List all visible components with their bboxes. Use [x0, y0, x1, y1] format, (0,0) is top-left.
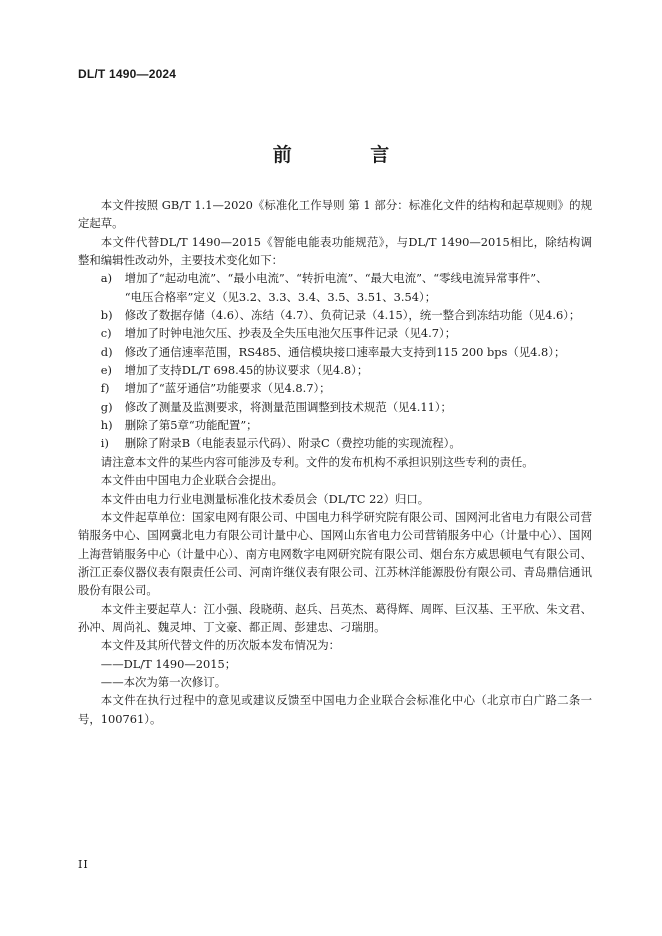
list-item-text: 删除了第5章“功能配置”；: [124, 418, 258, 433]
list-item-label: g): [100, 399, 113, 414]
paragraph-replacement: 本文件代替DL/T 1490—2015《智能电能表功能规范》，与DL/T 1490—2015相比，除结构调整和编辑性改动外，主要技术变化如下：: [78, 234, 592, 268]
list-item-text: 增加了时钟电池欠压、抄表及全失压电池欠压事件记录（见4.7）；: [124, 326, 457, 341]
standard-code-header: DL/T 1490—2024: [78, 67, 177, 81]
paragraph-drafters: 本文件主要起草人：江小强、段晓萌、赵兵、吕英杰、葛得辉、周晖、巨汉基、王平欣、朱文君、孙冲、周尚礼、魏灵坤、丁文豪、都正周、彭建忠、刁瑞朋。: [78, 601, 592, 634]
list-item: [78, 324, 592, 342]
list-item: [78, 434, 592, 452]
list-item: [78, 306, 592, 324]
list-item-label: d): [100, 344, 113, 359]
list-item: [78, 416, 592, 434]
paragraph-patent-notice: 请注意本文件的某些内容可能涉及专利。文件的发布机构不承担识别这些专利的责任。: [100, 454, 534, 469]
list-item: [78, 269, 592, 287]
list-item-text: 修改了通信速率范围，RS485、通信模块接口速率最大支持到115 200 bps（见4.8）；: [124, 344, 566, 359]
paragraph-feedback: 本文件在执行过程中的意见或建议反馈至中国电力企业联合会标准化中心（北京市白广路二条一号，100761）。: [78, 693, 592, 726]
list-item-text: 增加了“起动电流”、“最小电流”、“转折电流”、“最大电流”、“零线电流异常事件”、: [124, 271, 548, 286]
list-item-label: c): [100, 326, 112, 341]
page-number: II: [78, 858, 89, 871]
list-item-label: f): [100, 381, 110, 396]
list-item-label: b): [100, 308, 113, 323]
list-item-label: e): [100, 363, 112, 378]
list-item-continuation: “电压合格率”定义（见3.2、3.3、3.4、3.5、3.51、3.54）；: [124, 289, 437, 304]
paragraph-drafting-units: 本文件起草单位：国家电网有限公司、中国电力科学研究院有限公司、国网河北省电力有限公司营销服务中心、国网冀北电力有限公司计量中心、国网山东省电力公司营销服务中心（计量中心）、国网上海营销服务中心（计量中心）、南方电网数字电网研究院有限公司、烟台东方威思顿电气有限公司、浙江正泰仪器仪表有限责任公司、河南许继仪表有限公司、江苏林洋能源股份有限公司、青岛鼎信通讯股份有限公司。: [78, 509, 592, 598]
paragraph-proposer: 本文件由中国电力企业联合会提出。: [100, 473, 284, 488]
list-item: [78, 343, 592, 361]
foreword-body: [78, 196, 592, 728]
list-item-text: 修改了测量及监测要求，将测量范围调整到技术规范（见4.11）；: [124, 399, 452, 414]
list-item-label: h): [100, 418, 113, 433]
list-item-text: 修改了数据存储（4.6）、冻结（4.7）、负荷记录（4.15），统一整合到冻结功能（见4.6）；: [124, 308, 581, 323]
history-item-current: ——本次为第一次修订。: [100, 674, 227, 689]
list-item: [78, 361, 592, 379]
list-item-text: 增加了“蓝牙通信”功能要求（见4.8.7）；: [124, 381, 331, 396]
list-item-text: 删除了附录B（电能表显示代码）、附录C（费控功能的实现流程）。: [124, 436, 461, 451]
paragraph-version-history: 本文件及其所代替文件的历次版本发布情况为：: [100, 638, 341, 653]
paragraph-committee: 本文件由电力行业电测量标准化技术委员会（DL/TC 22）归口。: [100, 491, 430, 506]
history-item-previous: ——DL/T 1490—2015；: [100, 656, 237, 671]
list-item-label: a): [100, 271, 113, 286]
paragraph-drafting-basis: 本文件按照 GB/T 1.1—2020《标准化工作导则 第 1 部分：标准化文件的结构和起草规则》的规定起草。: [78, 198, 592, 231]
list-item: [78, 379, 592, 397]
list-item-text: 增加了支持DL/T 698.45的协议要求（见4.8）；: [124, 363, 369, 378]
list-item: [78, 398, 592, 416]
list-item-label: i): [100, 436, 109, 451]
page-title: 前 言: [272, 144, 426, 166]
